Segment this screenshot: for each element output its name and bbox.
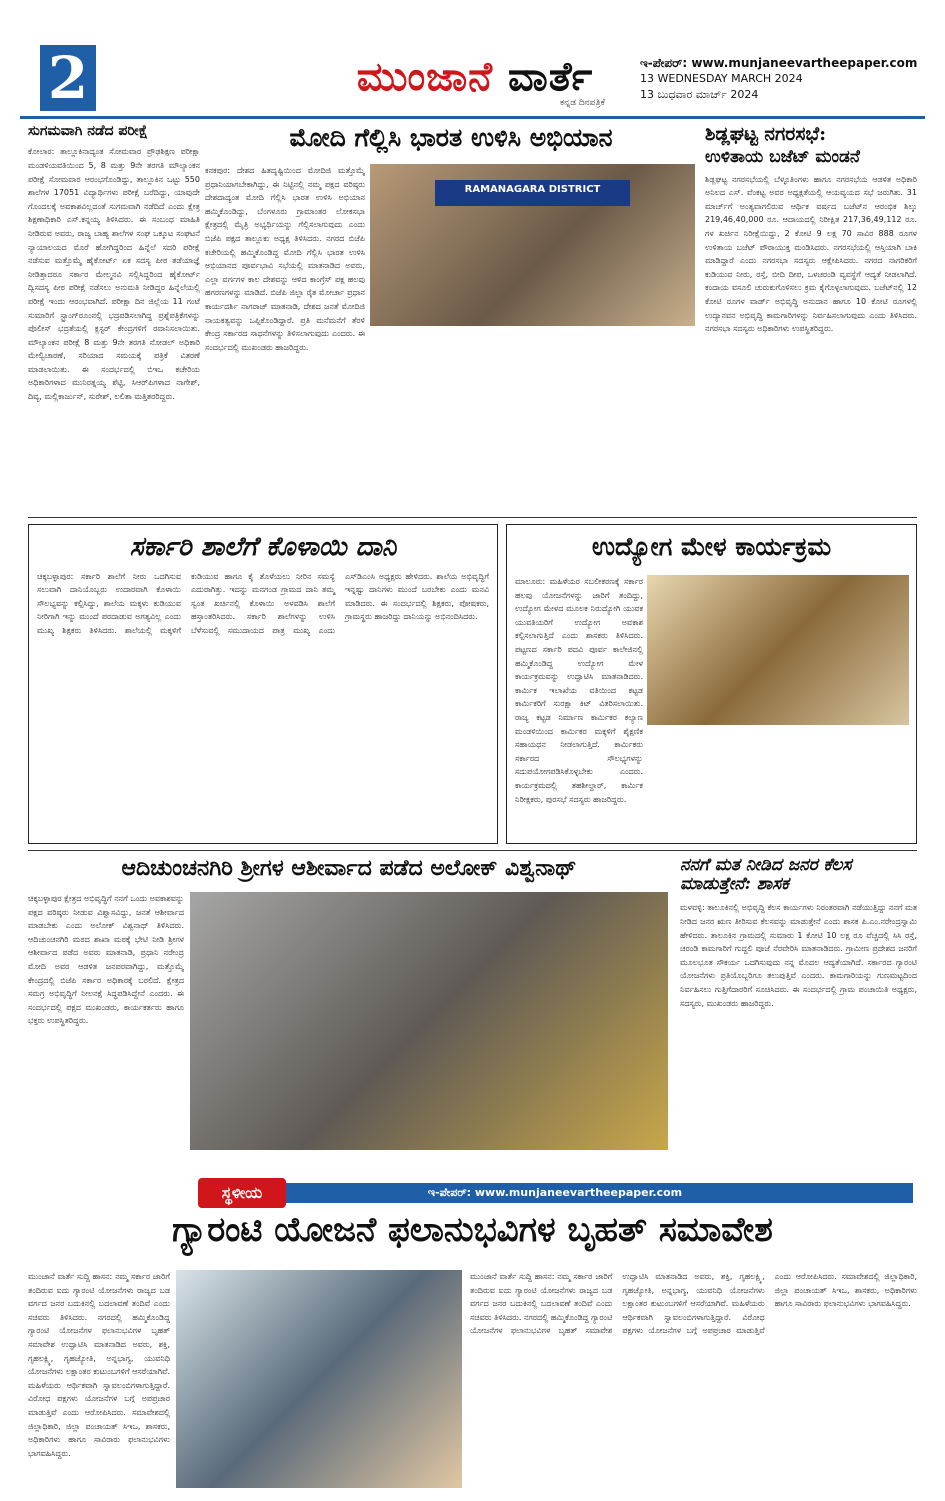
divider [28,517,917,518]
article-shidlaghatta [705,124,917,514]
tagline: ಕನ್ನಡ ದಿನಪತ್ರಿಕೆ [560,98,606,108]
date-english: 13 WEDNESDAY MARCH 2024 [640,72,803,85]
photo-banner: RAMANAGARA DISTRICT [435,180,630,206]
header-rule [20,116,925,119]
article-school [28,524,498,844]
article-body: ಮಾಲೂರು: ಮಹಿಳೆಯರ ಸಬಲೀಕರಣಕ್ಕೆ ಸರ್ಕಾರ ಹಲವು ಯೋಜನೆಗಳನ್ನು ಜಾರಿಗೆ ತಂದಿದ್ದು, ಉದ್ಯೋಗ ಮೇಳದ ಮೂಲಕ ನಿರುದ್ಯೋಗಿ ಯುವಕ ಯುವತಿಯರಿಗೆ ಉದ್ಯೋಗ ಅವಕಾಶ ಕಲ್ಪಿಸಲಾಗುತ್ತಿದೆ ಎಂದು ಶಾಸಕರು ತಿಳಿಸಿದರು. ಪಟ್ಟಣದ ಸರ್ಕಾರಿ ಪದವಿ ಪೂರ್ವ ಕಾಲೇಜಿನಲ್ಲಿ ಹಮ್ಮಿಕೊಂಡಿದ್ದ ಉದ್ಯೋಗ ಮೇಳ ಕಾರ್ಯಕ್ರಮವನ್ನು ಉದ್ಘಾಟಿಸಿ ಮಾತನಾಡಿದರು. ಕಾರ್ಮಿಕ ಇಲಾಖೆಯ ವತಿಯಿಂದ ಕಟ್ಟಡ ಕಾರ್ಮಿಕರಿಗೆ ಸುರಕ್ಷಾ ಕಿಟ್ ವಿತರಿಸಲಾಯಿತು. ರಾಜ್ಯ ಕಟ್ಟಡ ನಿರ್ಮಾಣ ಕಾರ್ಮಿಕರ ಕಲ್ಯಾಣ ಮಂಡಳಿಯಿಂದ ಕಾರ್ಮಿಕರ ಮಕ್ಕಳಿಗೆ ಶೈಕ್ಷಣಿಕ ಸಹಾಯಧನ ನೀಡಲಾಗುತ್ತಿದೆ. ಕಾರ್ಮಿಕರು ಸರ್ಕಾರದ ಸೌಲಭ್ಯಗಳನ್ನು ಸದುಪಯೋಗಪಡಿಸಿಕೊಳ್ಳಬೇಕು ಎಂದರು. ಕಾರ್ಯಕ್ರಮದಲ್ಲಿ ತಹಶೀಲ್ದಾರ್, ಕಾರ್ಮಿಕ ನಿರೀಕ್ಷಕರು, ಪುರಸಭೆ ಸದಸ್ಯರು ಹಾಜರಿದ್ದರು. [515,577,643,804]
article-headline: ಮೋದಿ ಗೆಲ್ಲಿಸಿ ಭಾರತ ಉಳಿಸಿ ಅಭಿಯಾನ [289,123,613,152]
page-number: 2 [40,45,96,111]
epaper-url[interactable]: ಇ-ಪೇಪರ್: www.munjaneevartheepaper.com [640,56,918,70]
article-photo [190,892,668,1150]
article-body: ಮಳವಳ್ಳಿ: ತಾಲೂಕಿನಲ್ಲಿ ಅಭಿವೃದ್ಧಿ ಕೆಲಸ ಕಾರ್ಯಗಳು ನಿರಂತರವಾಗಿ ನಡೆಯುತ್ತಿದ್ದು ನನಗೆ ಮತ ನೀಡಿದ ಜನರ ಋಣ ತೀರಿಸುವ ಕೆಲಸವನ್ನು ಮಾಡುತ್ತೇನೆ ಎಂದು ಶಾಸಕ ಪಿ.ಎಂ.ನರೇಂದ್ರಸ್ವಾಮಿ ಹೇಳಿದರು. ತಾಲೂಕಿನ ಗ್ರಾಮದಲ್ಲಿ ಸುಮಾರು 1 ಕೋಟಿ 10 ಲಕ್ಷ ರೂ ವೆಚ್ಚದಲ್ಲಿ ಸಿಸಿ ರಸ್ತೆ, ಚರಂಡಿ ಕಾಮಗಾರಿಗೆ ಗುದ್ದಲಿ ಪೂಜೆ ನೆರವೇರಿಸಿ ಮಾತನಾಡಿದರು. ಗ್ರಾಮೀಣ ಪ್ರದೇಶದ ಜನರಿಗೆ ಮೂಲಭೂತ ಸೌಕರ್ಯ ಒದಗಿಸುವುದು ನನ್ನ ಮೊದಲ ಆದ್ಯತೆಯಾಗಿದೆ. ಸರ್ಕಾರದ ಗ್ಯಾರಂಟಿ ಯೋಜನೆಗಳು ಪ್ರತಿಯೊಬ್ಬರಿಗೂ ತಲುಪುತ್ತಿವೆ ಎಂದರು. ಕಾಮಗಾರಿಯನ್ನು ಗುಣಮಟ್ಟದಿಂದ ನಿರ್ವಹಿಸಲು ಗುತ್ತಿಗೆದಾರರಿಗೆ ಸೂಚಿಸಿದರು. ಈ ಸಂದರ್ಭದಲ್ಲಿ ಗ್ರಾಮ ಪಂಚಾಯಿತಿ ಅಧ್ಯಕ್ಷರು, ಸದಸ್ಯರು, ಮುಖಂಡರು ಹಾಜರಿದ್ದರು. [680,903,917,1008]
article-body: ಶಿಡ್ಲಘಟ್ಟ ನಗರಸಭೆಯಲ್ಲಿ ಬೆಳ್ಳೂತಿಂಗಳು ಹಾಗೂ ನಗರಸಭೆಯ ಆಡಳಿತ ಅಧಿಕಾರಿ ಅನಿಲದ ಎಸ್. ವೆಂಕಟ್ಟ ಅವರ ಅಧ್ಯಕ್ಷತೆಯಲ್ಲಿ ಆಯವ್ಯಯದ ಸಭೆ ಜರುಗಿತು. 31 ಮಾರ್ಚ್‌ಗೆ ಅಂತ್ಯವಾಗಲಿರುವ ಆರ್ಥಿಕ ವರ್ಷದ ಬಜೆಟ್‌ನ ಆರಂಭಿಕ ಶಿಲ್ಕು 219,46,40,000 ರೂ. ಆದಾಯದಲ್ಲಿ ನಿರೀಕ್ಷಿತ 217,36,49,112 ರೂ. ಗಳ ಖರ್ಚಿನ ನಿರೀಕ್ಷೆಯಿದ್ದು, 2 ಕೋಟಿ 9 ಲಕ್ಷ 70 ಸಾವಿರ 888 ರೂಗಳ ಉಳಿತಾಯ ಬಜೆಟ್ ಪೌರಾಯುಕ್ತ ಮಂಡಿಸಿದರು. ನಗರಸಭೆಯಲ್ಲಿ ಆಸ್ತಿಯಾಗಿ ಬಾಕಿ ಮಾಡಿದ್ದಾರೆ ಎಂದು ನಗರಸಭಾ ಸದಸ್ಯರು ಆಕ್ಷೇಪಿಸಿದರು. ನಗರದ ನಾಗರಿಕರಿಗೆ ಕುಡಿಯುವ ನೀರು, ರಸ್ತೆ, ಬೀದಿ ದೀಪ, ಒಳಚರಂಡಿ ವ್ಯವಸ್ಥೆಗೆ ಆದ್ಯತೆ ನೀಡಲಾಗಿದೆ. ಕಂದಾಯ ವಸೂಲಿ ಚುರುಕುಗೊಳಿಸಲು ಕ್ರಮ ಕೈಗೊಳ್ಳಲಾಗುವುದು. ಬಜೆಟ್‌ನಲ್ಲಿ 12 ಕೋಟಿ ರೂಗಳ ವಾರ್ಡ್ ಅಭಿವೃದ್ಧಿ ಅನುದಾನ ಹಾಗೂ 10 ಕೋಟಿ ರೂಗಳಲ್ಲಿ ಉದ್ಯಾನವನ ಅಭಿವೃದ್ಧಿ ಕಾಮಗಾರಿಗಳನ್ನು ನಿರ್ವಹಿಸಲಾಗುವುದು ಎಂದು ತಿಳಿಸಿದರು. ನಗರಸಭಾ ಸದಸ್ಯರು ಅಧಿಕಾರಿಗಳು ಉಪಸ್ಥಿತರಿದ್ದರು. [705,174,917,334]
divider [28,850,917,851]
article-photo [176,1270,462,1488]
masthead [0,0,945,118]
date-kannada: 13 ಬುಧವಾರ ಮಾರ್ಚ್ 2024 [640,88,759,101]
article-body: ಚಿಕ್ಕಬಳ್ಳಾಪುರ: ಸರ್ಕಾರಿ ಶಾಲೆಗೆ ನೀರು ಒದಗಿಸುವ ಸಲುವಾಗಿ ದಾನಿಯೊಬ್ಬರು ಉದಾರವಾಗಿ ಕೊಳಾಯಿ ಸೌಲಭ್ಯವನ್ನು ಕಲ್ಪಿಸಿದ್ದು, ಶಾಲೆಯ ಮಕ್ಕಳು ಕುಡಿಯುವ ನೀರಿಗಾಗಿ ಇನ್ನು ಮುಂದೆ ಪರದಾಡುವ ಅಗತ್ಯವಿಲ್ಲ ಎಂದು ಮುಖ್ಯ ಶಿಕ್ಷಕರು ತಿಳಿಸಿದರು. ಶಾಲೆಯಲ್ಲಿ ಮಕ್ಕಳಿಗೆ ಕುಡಿಯುವ ಹಾಗೂ ಕೈ ತೊಳೆಯಲು ನೀರಿನ ಸಮಸ್ಯೆ ಎದುರಾಗಿತ್ತು. ಇದನ್ನು ಮನಗಂಡ ಗ್ರಾಮದ ದಾನಿ ತಮ್ಮ ಸ್ವಂತ ಖರ್ಚಿನಲ್ಲಿ ಕೊಳಾಯಿ ಅಳವಡಿಸಿ ಶಾಲೆಗೆ ಹಸ್ತಾಂತರಿಸಿದರು. ಸರ್ಕಾರಿ ಶಾಲೆಗಳನ್ನು ಉಳಿಸಿ ಬೆಳೆಸುವಲ್ಲಿ ಸಮುದಾಯದ ಪಾತ್ರ ಮುಖ್ಯ ಎಂದು ಎಸ್‌ಡಿಎಂಸಿ ಅಧ್ಯಕ್ಷರು ಹೇಳಿದರು. ಶಾಲೆಯ ಅಭಿವೃದ್ಧಿಗೆ ಇನ್ನಷ್ಟು ದಾನಿಗಳು ಮುಂದೆ ಬರಬೇಕು ಎಂದು ಮನವಿ ಮಾಡಿದರು. ಈ ಸಂದರ್ಭದಲ್ಲಿ ಶಿಕ್ಷಕರು, ಪೋಷಕರು, ಗ್ರಾಮಸ್ಥರು ಹಾಜರಿದ್ದು ದಾನಿಯನ್ನು ಅಭಿನಂದಿಸಿದರು. [37,571,489,635]
article-body: ಕನಕಪುರ: ದೇಶದ ಹಿತದೃಷ್ಟಿಯಿಂದ ಮೋದಿಜಿ ಮತ್ತೊಮ್ಮೆ ಪ್ರಧಾನಿಯಾಗಬೇಕಾಗಿದ್ದು, ಈ ನಿಟ್ಟಿನಲ್ಲಿ ನಮ್ಮ ಪಕ್ಷದ ವರಿಷ್ಠರು ದೇಶದಾದ್ಯಂತ ಮೋದಿ ಗೆಲ್ಲಿಸಿ ಭಾರತ ಉಳಿಸಿ ಅಭಿಯಾನ ಹಮ್ಮಿಕೊಂಡಿದ್ದು, ಬೆಂಗಳೂರು ಗ್ರಾಮಾಂತರ ಲೋಕಸಭಾ ಕ್ಷೇತ್ರದಲ್ಲಿ ಮೈತ್ರಿ ಅಭ್ಯರ್ಥಿಯನ್ನು ಗೆಲ್ಲಿಸಲಾಗುವುದು ಎಂದು ಬಿಜೆಪಿ ಪಕ್ಷದ ತಾಲ್ಲೂಕು ಅಧ್ಯಕ್ಷ ತಿಳಿಸಿದರು. ನಗರದ ಬಿಜೆಪಿ ಕಚೇರಿಯಲ್ಲಿ ಹಮ್ಮಿಕೊಂಡಿದ್ದ ಮೋದಿ ಗೆಲ್ಲಿಸಿ ಭಾರತ ಉಳಿಸಿ ಅಭಿಯಾನದ ಪೂರ್ವಭಾವಿ ಸಭೆಯಲ್ಲಿ ಮಾತನಾಡಿದ ಅವರು, ಎಲ್ಲಾ ವರ್ಗಗಳ ಕಾಲ ದೇಶವನ್ನು ಆಳಿದ ಕಾಂಗ್ರೆಸ್ ಪಕ್ಷ ಹಲವು ಹಗರಣಗಳನ್ನು ಮಾಡಿದೆ. ಬಿಜೆಪಿ ಜಿಲ್ಲಾ ರೈತ ಮೋರ್ಚಾ ಪ್ರಧಾನ ಕಾರ್ಯದರ್ಶಿ ನಾಗರಾಜ್ ಮಾತನಾಡಿ, ದೇಶದ ಜನತೆ ಮೋದಿಜಿ ನಾಯಕತ್ವವನ್ನು ಒಪ್ಪಿಕೊಂಡಿದ್ದಾರೆ. ಪ್ರತಿ ಮನೆಮನೆಗೆ ತೆರಳಿ ಕೇಂದ್ರ ಸರ್ಕಾರದ ಸಾಧನೆಗಳನ್ನು ತಿಳಿಸಲಾಗುವುದು ಎಂದರು. ಈ ಸಂದರ್ಭದಲ್ಲಿ ಮುಖಂಡರು ಹಾಜರಿದ್ದರು. [205,166,365,352]
section-label: ಸ್ಥಳೀಯ [198,1178,286,1208]
article-mla [680,856,917,1166]
logo-part2: ವಾರ್ತೆ [507,53,594,100]
article-headline: ಗ್ಯಾರಂಟಿ ಯೋಜನೆ ಫಲಾನುಭವಿಗಳ ಬೃಹತ್ ಸಮಾವೇಶ [172,1210,773,1250]
newspaper-logo [340,50,610,104]
article-headline-line1: ಶಿಡ್ಲಘಟ್ಟ ನಗರಸಭೆ: [705,123,827,145]
article-body-col1: ಮುಂಜಾನೆ ವಾರ್ತೆ ಸುದ್ದಿ ಹಾಸನ: ನಮ್ಮ ಸರ್ಕಾರ ಜಾರಿಗೆ ತಂದಿರುವ ಐದು ಗ್ಯಾರಂಟಿ ಯೋಜನೆಗಳು ರಾಜ್ಯದ ಬಡ ವರ್ಗದ ಜನರ ಬದುಕಿನಲ್ಲಿ ಬದಲಾವಣೆ ತಂದಿವೆ ಎಂದು ಸಚಿವರು ತಿಳಿಸಿದರು. ನಗರದಲ್ಲಿ ಹಮ್ಮಿಕೊಂಡಿದ್ದ ಗ್ಯಾರಂಟಿ ಯೋಜನೆಗಳ ಫಲಾನುಭವಿಗಳ ಬೃಹತ್ ಸಮಾವೇಶ ಉದ್ಘಾಟಿಸಿ ಮಾತನಾಡಿದ ಅವರು, ಶಕ್ತಿ, ಗೃಹಲಕ್ಷ್ಮಿ, ಗೃಹಜ್ಯೋತಿ, ಅನ್ನಭಾಗ್ಯ, ಯುವನಿಧಿ ಯೋಜನೆಗಳು ಲಕ್ಷಾಂತರ ಕುಟುಂಬಗಳಿಗೆ ಆಸರೆಯಾಗಿವೆ. ಮಹಿಳೆಯರು ಆರ್ಥಿಕವಾಗಿ ಸ್ವಾವಲಂಬಿಗಳಾಗುತ್ತಿದ್ದಾರೆ. ವಿರೋಧ ಪಕ್ಷಗಳು ಯೋಜನೆಗಳ ಬಗ್ಗೆ ಅಪಪ್ರಚಾರ ಮಾಡುತ್ತಿವೆ ಎಂದು ಆರೋಪಿಸಿದರು. ಸಮಾವೇಶದಲ್ಲಿ ಜಿಲ್ಲಾಧಿಕಾರಿ, ಜಿಲ್ಲಾ ಪಂಚಾಯತ್ ಸಿಇಒ, ಶಾಸಕರು, ಅಧಿಕಾರಿಗಳು ಹಾಗೂ ಸಾವಿರಾರು ಫಲಾನುಭವಿಗಳು ಭಾಗವಹಿಸಿದ್ದರು. [28,1272,170,1458]
article-photo [647,575,909,725]
article-headline: ಸುಗಮವಾಗಿ ನಡೆದ ಪರೀಕ್ಷೆ [28,123,148,139]
article-headline: ನನಗೆ ಮತ ನೀಡಿದ ಜನರ ಕೆಲಸ ಮಾಡುತ್ತೇನೆ: ಶಾಸಕ [680,855,852,894]
article-exam [28,124,200,514]
logo-part1: ಮುಂಜಾನೆ [356,53,508,100]
article-guarantee [28,1212,917,1492]
article-headline: ಆದಿಚುಂಚನಗಿರಿ ಶ್ರೀಗಳ ಆಶೀರ್ವಾದ ಪಡೆದ ಅಲೋಕ್ ವಿಶ್ವನಾಥ್ [121,855,577,881]
article-body: ಚಿಕ್ಕಬಳ್ಳಾಪುರ ಕ್ಷೇತ್ರದ ಅಭಿವೃದ್ಧಿಗೆ ನನಗೆ ಒಂದು ಅವಕಾಶವನ್ನು ಪಕ್ಷದ ವರಿಷ್ಠರು ನೀಡುವ ವಿಶ್ವಾಸವಿದ್ದು, ಜನತೆ ಆಶೀರ್ವಾದ ಮಾಡಬೇಕು ಎಂದು ಅಲೋಕ್ ವಿಶ್ವನಾಥ್ ತಿಳಿಸಿದರು. ಆದಿಚುಂಚನಗಿರಿ ಮಠದ ಶಾಖಾ ಮಠಕ್ಕೆ ಭೇಟಿ ನೀಡಿ ಶ್ರೀಗಳ ಆಶೀರ್ವಾದ ಪಡೆದ ಅವರು ಮಾತನಾಡಿ, ಪ್ರಧಾನಿ ನರೇಂದ್ರ ಮೋದಿ ಅವರ ಆಡಳಿತ ಜನಪರವಾಗಿದ್ದು, ಮತ್ತೊಮ್ಮೆ ಕೇಂದ್ರದಲ್ಲಿ ಬಿಜೆಪಿ ಸರ್ಕಾರ ಅಧಿಕಾರಕ್ಕೆ ಬರಲಿದೆ. ಕ್ಷೇತ್ರದ ಸಮಗ್ರ ಅಭಿವೃದ್ಧಿಗೆ ನೀಲನಕ್ಷೆ ಸಿದ್ಧಪಡಿಸಿದ್ದೇನೆ ಎಂದರು. ಈ ಸಂದರ್ಭದಲ್ಲಿ ಪಕ್ಷದ ಮುಖಂಡರು, ಕಾರ್ಯಕರ್ತರು ಹಾಗೂ ಭಕ್ತರು ಉಪಸ್ಥಿತರಿದ್ದರು. [28,894,184,1026]
article-alok [28,856,670,1166]
article-modi [205,124,697,514]
article-jobfair [506,524,917,844]
section-epaper-url[interactable]: ಇ-ಪೇಪರ್: www.munjaneevartheepaper.com [427,1186,683,1199]
article-photo [370,164,695,326]
article-body: ಕೋಲಾರ: ತಾಲ್ಲೂಕಿನಾದ್ಯಂತ ಸೋಮವಾರ ಪ್ರೌಢಶಿಕ್ಷಣ ಪರೀಕ್ಷಾ ಮಂಡಳಿಯವತಿಯಿಂದ 5, 8 ಮತ್ತು 9ನೇ ತರಗತಿ ಮೌಲ್ಯಾಂಕನ ಪರೀಕ್ಷೆ ಸೋಮವಾರ ಆರಂಭಗೊಂಡಿದ್ದು, ತಾಲ್ಲೂಕಿನ ಒಟ್ಟು 550 ಶಾಲೆಗಳ 17051 ವಿದ್ಯಾರ್ಥಿಗಳು ಪರೀಕ್ಷೆ ಬರೆದಿದ್ದು, ಯಾವುದೇ ಗೊಂದಲಕ್ಕೆ ಅವಕಾಶವಿಲ್ಲದಂತೆ ಸುಗಮವಾಗಿ ನಡೆದಿದೆ ಎಂದು ಕ್ಷೇತ್ರ ಶಿಕ್ಷಣಾಧಿಕಾರಿ ಎಸ್.ಕನ್ನಯ್ಯ ತಿಳಿಸಿದರು. ಈ ಸಂಬಂಧ ಮಾಹಿತಿ ನೀಡಿರುವ ಅವರು, ರಾಜ್ಯ ಬಾಹ್ಯ ಶಾಲೆಗಳ ಸಂಘ ಒಕ್ಕೂಟ ಸಂಘಟನೆ ನ್ಯಾಯಾಲಯದ ಮೊರೆ ಹೋಗಿದ್ದರಿಂದ ಹಿನ್ನೆಲೆ ಸದರಿ ಪರೀಕ್ಷೆ ನಡೆಸುವ ಮತ್ತೊಮ್ಮೆ ಹೈಕೋರ್ಟ್ ಏಕ ಸದಸ್ಯ ಪೀಠ ತಡೆಯಾಜ್ಞೆ ನೀಡಿತ್ತಾದರೂ ಸರ್ಕಾರ ಮೇಲ್ಮನವಿ ಸಲ್ಲಿಸಿದ್ದರಿಂದ ಹೈಕೋರ್ಟ್ ದ್ವಿಸದಸ್ಯ ಪೀಠ ಪರೀಕ್ಷೆ ನಡೆಸಲು ಅನುಮತಿ ನೀಡಿದ್ದರ ಹಿನ್ನೆಲೆಯಲ್ಲಿ ಪರೀಕ್ಷೆ ಇಂದು ಆರಂಭವಾಗಿದೆ. ಪರೀಕ್ಷಾ ದಿನ ಜಿಲ್ಲೆಯ 11 ಗಂಟೆ ಸುಮಾರಿಗೆ ಸ್ಟ್ರಾಂಗ್‌ರೂಂನಲ್ಲಿ ಭದ್ರಪಡಿಸಲಾಗಿದ್ದ ಪ್ರಶ್ನೆಪತ್ರಿಕೆಗಳನ್ನು ಪೊಲೀಸ್ ಭದ್ರತೆಯಲ್ಲಿ ಕ್ಲಸ್ಟರ್ ಕೇಂದ್ರಗಳಿಗೆ ರವಾನಿಸಲಾಯಿತು. ಮೌಲ್ಯಾಂಕನ ಪರೀಕ್ಷೆ 8 ಮತ್ತು 9ನೇ ತರಗತಿ ನೋಡಲ್ ಅಧಿಕಾರಿ ಮೇಲ್ವಿಚಾರಣೆ, ಸರಿಯಾದ ಸಮಯಕ್ಕೆ ಪತ್ರಿಕೆ ವಿತರಣೆ ಮಾಡಲಾಯಿತು. ಈ ಸಂದರ್ಭದಲ್ಲಿ ಬಿಇಒ ಕಚೇರಿಯ ಅಧಿಕಾರಿಗಳಾದ ಮುನಿರತ್ನಯ್ಯ ಶೆಟ್ಟಿ, ಸಿಆರ್‌ಪಿಗಳಾದ ನಾಗೇಶ್, ದಿವ್ಯ, ಮಲ್ಲಿಕಾರ್ಜುನ್, ಸುರೇಶ್, ಲಲಿತಾ ಮತ್ತಿತರರಿದ್ದರು. [28,147,200,402]
article-body-col2: ಮುಂಜಾನೆ ವಾರ್ತೆ ಸುದ್ದಿ ಹಾಸನ: ನಮ್ಮ ಸರ್ಕಾರ ಜಾರಿಗೆ ತಂದಿರುವ ಐದು ಗ್ಯಾರಂಟಿ ಯೋಜನೆಗಳು ರಾಜ್ಯದ ಬಡ ವರ್ಗದ ಜನರ ಬದುಕಿನಲ್ಲಿ ಬದಲಾವಣೆ ತಂದಿವೆ ಎಂದು ಸಚಿವರು ತಿಳಿಸಿದರು. ನಗರದಲ್ಲಿ ಹಮ್ಮಿಕೊಂಡಿದ್ದ ಗ್ಯಾರಂಟಿ ಯೋಜನೆಗಳ ಫಲಾನುಭವಿಗಳ ಬೃಹತ್ ಸಮಾವೇಶ ಉದ್ಘಾಟಿಸಿ ಮಾತನಾಡಿದ ಅವರು, ಶಕ್ತಿ, ಗೃಹಲಕ್ಷ್ಮಿ, ಗೃಹಜ್ಯೋತಿ, ಅನ್ನಭಾಗ್ಯ, ಯುವನಿಧಿ ಯೋಜನೆಗಳು ಲಕ್ಷಾಂತರ ಕುಟುಂಬಗಳಿಗೆ ಆಸರೆಯಾಗಿವೆ. ಮಹಿಳೆಯರು ಆರ್ಥಿಕವಾಗಿ ಸ್ವಾವಲಂಬಿಗಳಾಗುತ್ತಿದ್ದಾರೆ. ವಿರೋಧ ಪಕ್ಷಗಳು ಯೋಜನೆಗಳ ಬಗ್ಗೆ ಅಪಪ್ರಚಾರ ಮಾಡುತ್ತಿವೆ ಎಂದು ಆರೋಪಿಸಿದರು. ಸಮಾವೇಶದಲ್ಲಿ ಜಿಲ್ಲಾಧಿಕಾರಿ, ಜಿಲ್ಲಾ ಪಂಚಾಯತ್ ಸಿಇಒ, ಶಾಸಕರು, ಅಧಿಕಾರಿಗಳು ಹಾಗೂ ಸಾವಿರಾರು ಫಲಾನುಭವಿಗಳು ಭಾಗವಹಿಸಿದ್ದರು. [470,1272,917,1336]
article-headline: ಉದ್ಯೋಗ ಮೇಳ ಕಾರ್ಯಕ್ರಮ [591,532,832,561]
article-headline-line2: ಉಳಿತಾಯ ಬಜೆಟ್ ಮಂಡನೆ [705,146,860,167]
article-headline: ಸರ್ಕಾರಿ ಶಾಲೆಗೆ ಕೊಳಾಯಿ ದಾನಿ [129,532,397,562]
header-info [640,55,917,103]
